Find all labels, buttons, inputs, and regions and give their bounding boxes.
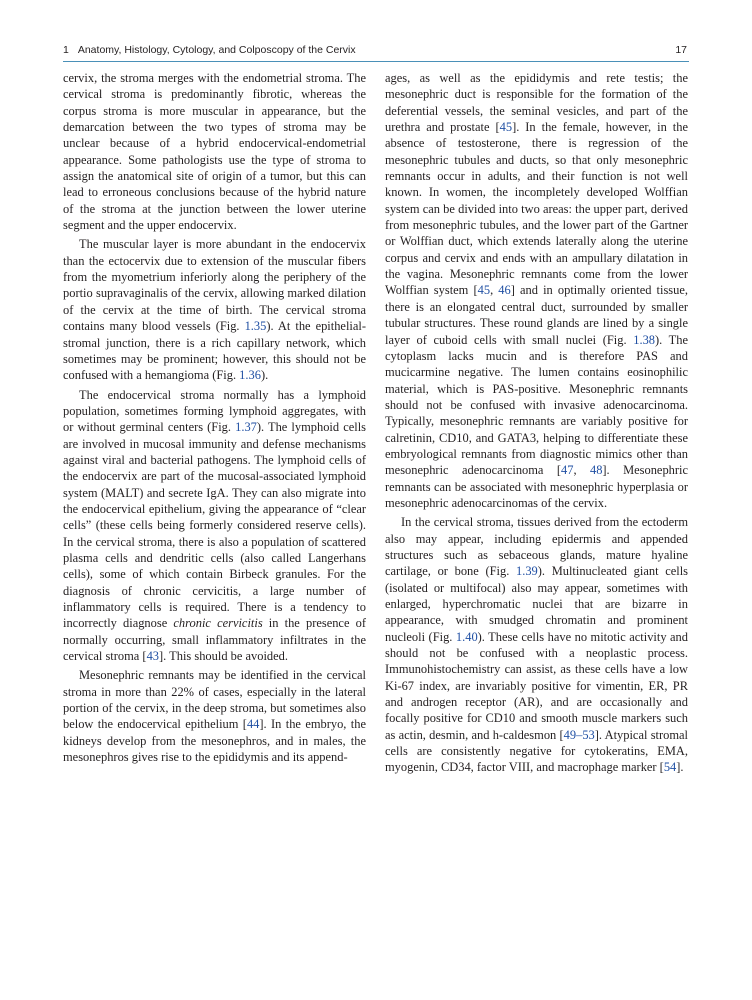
text-run: ).	[260, 368, 269, 383]
text-run: ). The cytoplasm lacks mucin and is therefore PAS and mucicarmine negative. The lumen contains eosinophilic material, which is PAS-positive. Mesonephric remnants should not be confused with invasive adenocarcinoma. Typically, mesonephric remnants are variably positive for calretinin, CD10, and GATA3, helping to differentiate these embryological remnants from diagnostic mimics other than mesonephric adenocarcinoma [	[385, 332, 688, 478]
paragraph-stroma-merge	[63, 70, 366, 233]
citation-link[interactable]: 47	[561, 463, 574, 478]
chapter-title: Anatomy, Histology, Cytology, and Colposcopy of the Cervix	[77, 44, 356, 56]
figure-link[interactable]: 1.35	[244, 319, 267, 334]
figure-link[interactable]: 1.40	[455, 629, 478, 644]
running-header	[63, 41, 689, 59]
text-run: ]. Mesonephric remnants can be associated with mesonephric hyperplasia or mesonephric adenocarcinomas of the cervix.	[385, 463, 689, 510]
citation-link[interactable]: 45	[499, 120, 513, 135]
text-run: ,	[490, 283, 499, 298]
text-run: cervix, the stroma merges with the endometrial stroma. The cervical stroma is predominantly fibrotic, whereas the corpus stroma is more muscular in appearance, but the demarcation between the two types of stroma may be unclear because of a hybrid endocervical-endometrial appearance. Some pathologists use the type of stroma to assign the anatomical site of origin of a tumor, but this can lead to erroneous conclusions because of the hybrid nature of the stroma at the junction between the lower uterine segment and the upper endocervix.	[63, 71, 366, 233]
text-run: ] and in optimally oriented tissue, there is an elongated central duct, surrounded by smaller tubular structures. These round glands are lined by a single layer of cuboid cells with small nuclei (Fig.	[385, 283, 688, 347]
citation-link[interactable]: 49–53	[563, 727, 595, 742]
figure-link[interactable]: 1.39	[516, 564, 538, 579]
text-run: in the presence of normally occurring, small inflammatory infiltrates in the cervical stroma [	[63, 616, 366, 664]
text-run: ].	[676, 760, 684, 775]
text-run: ]. In the embryo, the kidneys develop from the mesonephros, and in males, the mesonephros gives rise to the epididymis and its append-	[63, 717, 366, 765]
right-column	[385, 70, 688, 776]
citation-link[interactable]: 43	[146, 649, 160, 664]
paragraph-mesonephric-remnants	[385, 70, 688, 511]
italic-term: chronic cervicitis	[173, 616, 263, 631]
text-run: ). Multinucleated giant cells (isolated or multifocal) also may appear, sometimes with enlarged, hyperchromatic nuclei that are bizarre in appearance, with smudged chromatin and prominent nucleoli (Fig.	[385, 564, 688, 644]
paragraph-ectoderm-tissues	[385, 514, 688, 776]
text-run: Mesonephric remnants may be identified in the cervical stroma in more than 22% of cases, especially in the lateral portion of the cervix, in the deep stroma, but sometimes also below the endocervical epithelium [	[63, 668, 366, 732]
text-run: ]. Atypical stromal cells are consistently negative for cytokeratins, EMA, myogenin, CD34, factor VIII, and macrophage marker [	[385, 727, 688, 775]
page-number: 17	[675, 44, 687, 56]
paragraph-lymphoid	[63, 387, 366, 665]
figure-link[interactable]: 1.36	[239, 368, 261, 383]
figure-link[interactable]: 1.38	[633, 332, 655, 347]
citation-link[interactable]: 48	[589, 463, 603, 478]
chapter-heading	[63, 41, 356, 59]
paragraph-muscular-layer	[63, 236, 366, 383]
citation-link[interactable]: 45	[477, 283, 491, 298]
header-rule	[63, 61, 689, 62]
text-run: The endocervical stroma normally has a lymphoid population, sometimes forming lymphoid aggregates, with or without germinal centers (Fig.	[63, 387, 366, 435]
text-run: The muscular layer is more abundant in the endocervix than the ectocervix due to extension of the muscular fibers from the myometrium inferiorly along the periphery of the portio supravaginalis of the cervix, allowing marked dilation of the cervix at the time of birth. The cervical stroma contains many blood vessels (Fig.	[63, 237, 366, 334]
text-run: ). At the epithelial-stromal junction, there is a rich capillary network, which sometimes may be prominent; however, this should not be confused with a hemangioma (Fig.	[63, 319, 366, 383]
figure-link[interactable]: 1.37	[235, 420, 257, 435]
text-run: ). These cells have no mitotic activity and should not be confused with a neoplastic process. Immunohistochemistry can assist, as these cells have a low Ki-67 index, are invariably positive for vimentin, ER, PR and androgen receptor (AR), and are occasionally and focally positive for CD10 and smooth muscle markers such as actin, desmin, and h-caldesmon [	[385, 629, 688, 742]
citation-link[interactable]: 44	[246, 717, 260, 732]
citation-link[interactable]: 54	[663, 760, 677, 775]
text-run: ]. In the female, however, in the absence of testosterone, there is regression of the mesonephric tubules and ducts, so that only mesonephric remnants occur in adults, and their function is not well known. In women, the incompletely developed Wolffian system can be divided into two areas: the upper part, derived from mesonephric tubules, and the lower part of the Gartner or Wolffian duct, which extends laterally along the uterine corpus and cervix and ends with an ampullary dilatation in the vagina. Mesonephric remnants come from the lower Wolffian system [	[385, 120, 688, 298]
citation-link[interactable]: 46	[498, 283, 511, 298]
paragraph-mesonephric-intro	[63, 667, 366, 765]
text-run: In the cervical stroma, tissues derived from the ectoderm also may appear, including epidermis and appended structures such as sebaceous glands, mature hyaline cartilage, or bone (Fig.	[385, 515, 688, 579]
left-column	[63, 70, 366, 765]
chapter-number: 1	[63, 44, 69, 56]
text-run: ages, as well as the epididymis and rete testis; the mesonephric duct is responsible for the formation of the deferential vessels, the seminal vesicles, and part of the urethra and prostate [	[385, 71, 688, 135]
text-run: ]. This should be avoided.	[159, 649, 288, 664]
text-run: ). The lymphoid cells are involved in mucosal immunity and defense mechanisms against viral and bacterial pathogens. The lymphoid cells of the endocervix are part of the mucosal-associated lymphoid system (MALT) and secrete IgA. They can also migrate into the endocervical epithelium, giving the appearance of “clear cells” (these cells being formerly considered reserve cells). In the cervical stroma, there is also a population of scattered plasma cells and dendritic cells (also called Langerhans cells), some of which contain Birbeck granules. For the diagnosis of chronic cervicitis, a large number of inflammatory cells is required. There is a tendency to incorrectly diagnose	[63, 420, 366, 631]
text-run: ,	[573, 463, 590, 478]
